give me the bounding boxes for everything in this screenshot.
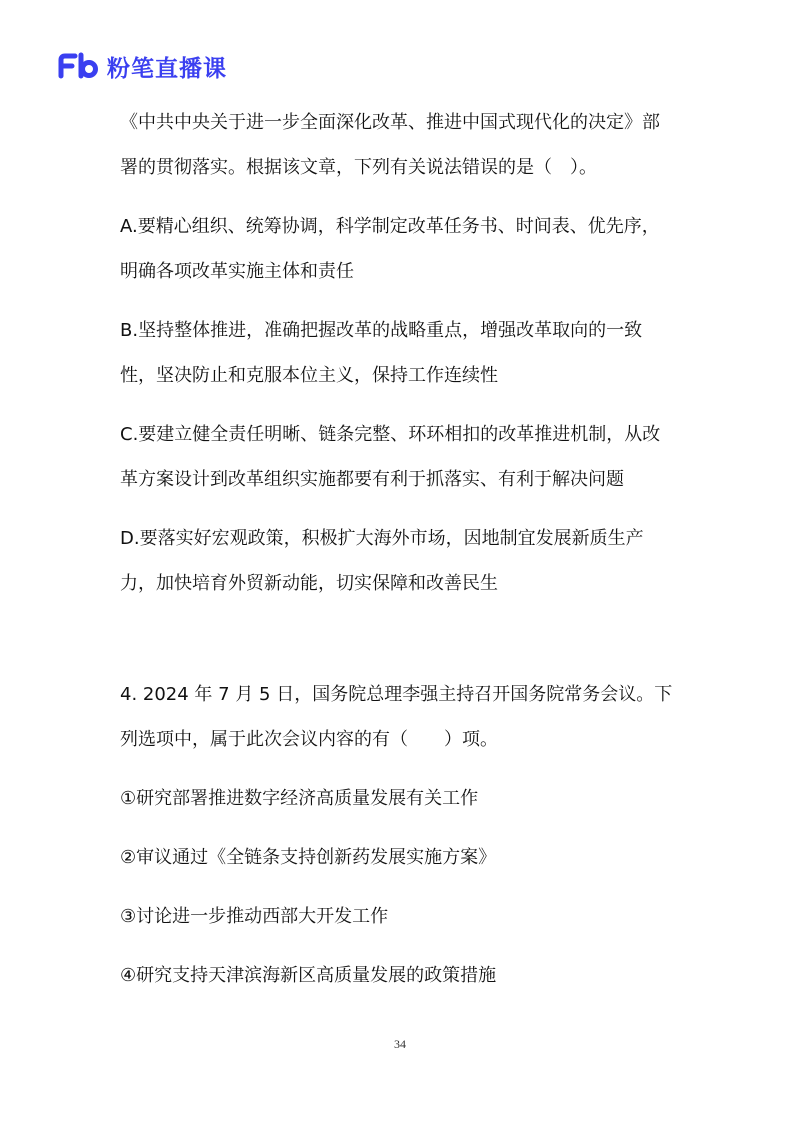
option-b-line-1: B.坚持整体推进，准确把握改革的战略重点，增强改革取向的一致 — [120, 320, 643, 341]
header — [57, 50, 227, 82]
fenbi-logo-icon — [57, 50, 101, 82]
question-3-stem-line-2: 署的贯彻落实。根据该文章，下列有关说法错误的是（ ）。 — [120, 157, 597, 178]
statement-1: ①研究部署推进数字经济高质量发展有关工作 — [120, 788, 479, 809]
statement-2: ②审议通过《全链条支持创新药发展实施方案》 — [120, 847, 497, 868]
option-d-line-1: D.要落实好宏观政策，积极扩大海外市场，因地制宜发展新质生产 — [120, 528, 644, 549]
option-d-line-2: 力，加快培育外贸新动能，切实保障和改善民生 — [120, 573, 498, 594]
option-c-line-2: 革方案设计到改革组织实施都要有利于抓落实、有利于解决问题 — [120, 469, 624, 490]
question-3-stem-line-1: 《中共中央关于进一步全面深化改革、推进中国式现代化的决定》部 — [120, 112, 660, 133]
statement-4: ④研究支持天津滨海新区高质量发展的政策措施 — [120, 965, 497, 986]
question-4-stem-line-1: 4. 2024 年 7 月 5 日，国务院总理李强主持召开国务院常务会议。下 — [120, 684, 673, 705]
option-b-line-2: 性，坚决防止和克服本位主义，保持工作连续性 — [120, 365, 498, 386]
option-a-line-1: A.要精心组织、统筹协调，科学制定改革任务书、时间表、优先序， — [120, 216, 660, 237]
statement-3: ③讨论进一步推动西部大开发工作 — [120, 906, 389, 927]
brand-name: 粉笔直播课 — [107, 55, 227, 82]
question-4-stem-line-2: 列选项中，属于此次会议内容的有（ ）项。 — [120, 729, 498, 750]
page-number: 34 — [394, 1037, 406, 1051]
option-c-line-1: C.要建立健全责任明晰、链条完整、环环相扣的改革推进机制，从改 — [120, 424, 661, 445]
document-body — [120, 100, 680, 998]
option-a-line-2: 明确各项改革实施主体和责任 — [120, 261, 354, 282]
